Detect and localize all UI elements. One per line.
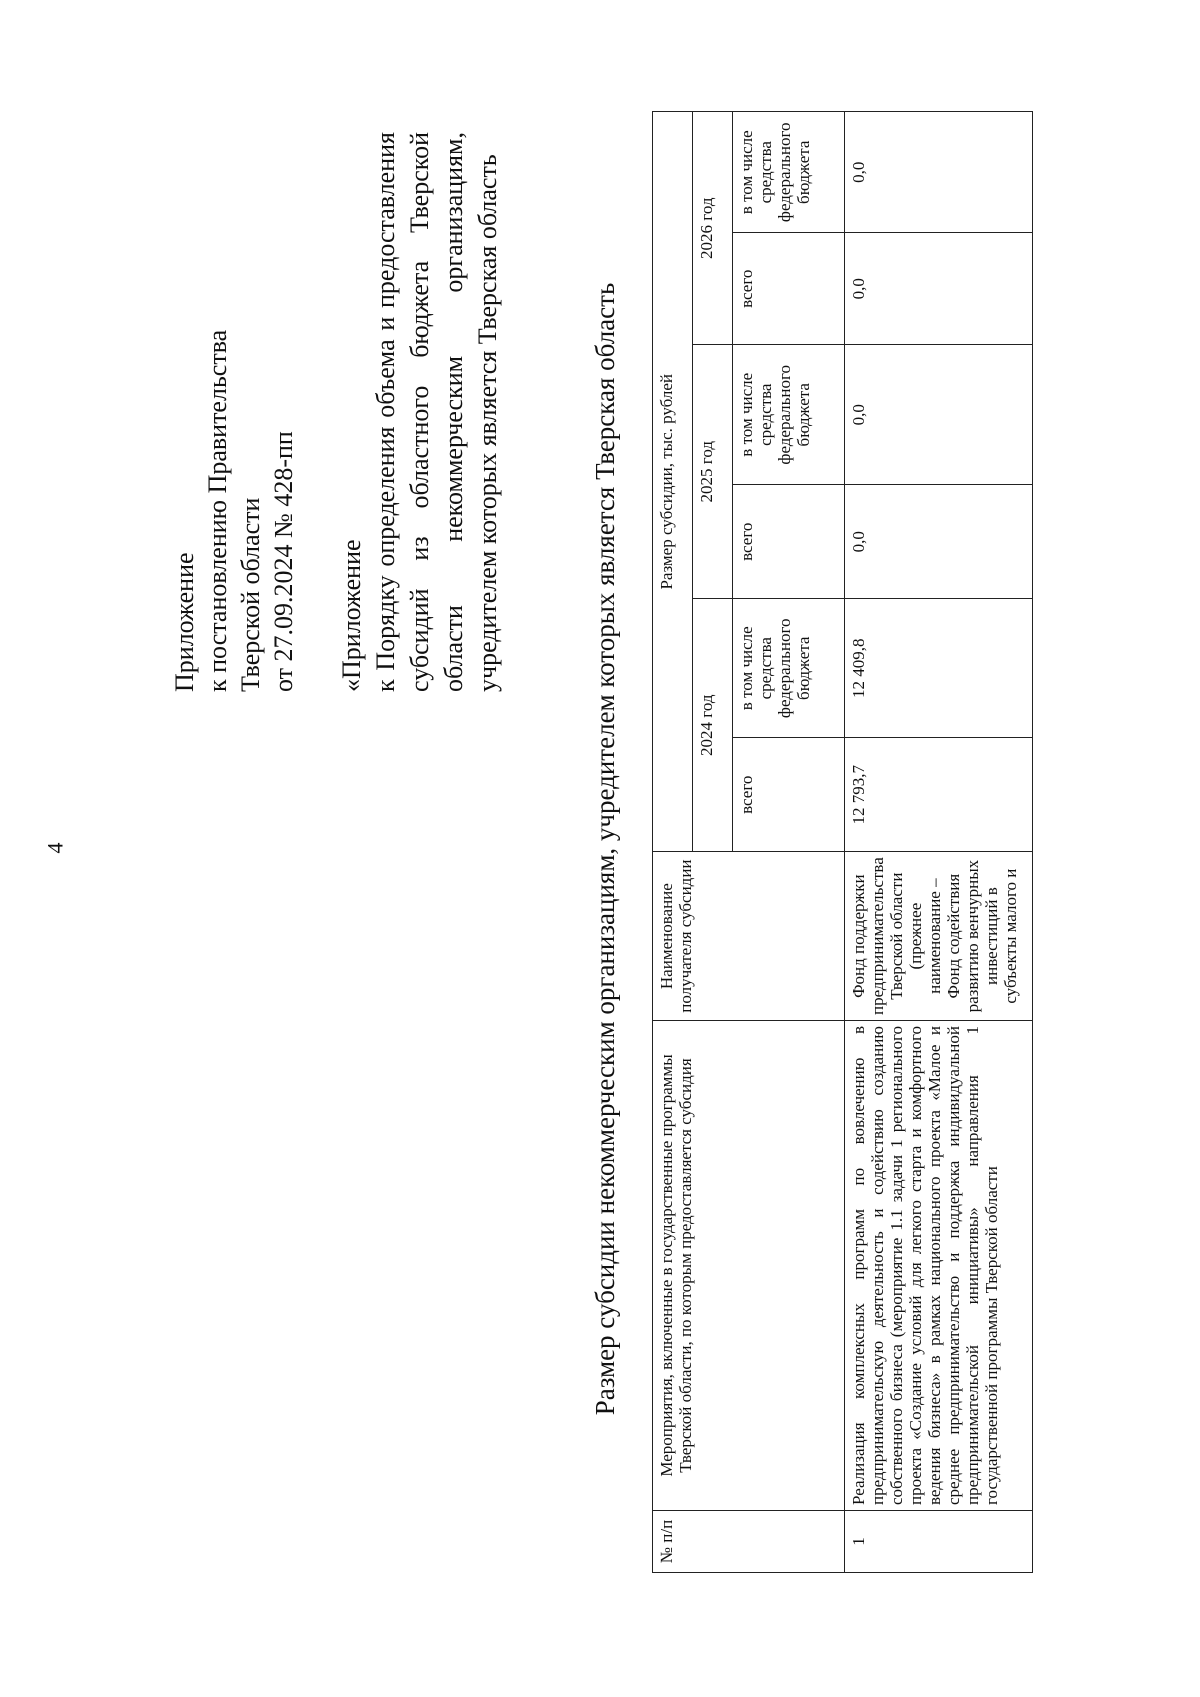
row-num: 1 [845,1511,1033,1573]
header-federal-2026: в том числе средства федерального бюджета [733,112,845,233]
row-2025-federal: 0,0 [845,345,1033,485]
row-2024-total: 12 793,7 [845,738,1033,852]
header-amount: Размер субсидии, тыс. рублей [653,112,693,852]
order-block [335,132,505,692]
header-year-2024: 2024 год [693,599,733,852]
appendix-line-3: Тверской области [236,497,265,692]
header-year-2026: 2026 год [693,112,733,345]
header-federal-2024: в том числе средства федерального бюджета [733,599,845,738]
row-2025-total: 0,0 [845,485,1033,599]
document-heading: Размер субсидии некоммерческим организациям, учредителем которых является Тверская область [590,282,620,1416]
header-event: Мероприятия, включенные в государственные программы Тверской области, по которым предоставляется субсидия [653,1021,845,1511]
appendix-line-2: к постановлению Правительства [203,329,232,692]
header-num: № п/п [653,1511,845,1573]
row-2024-federal: 12 409,8 [845,599,1033,738]
header-total-2024: всего [733,738,845,852]
row-2026-total: 0,0 [845,233,1033,345]
order-title: «Приложение [337,539,366,692]
row-2026-federal: 0,0 [845,112,1033,233]
header-total-2025: всего [733,485,845,599]
header-total-2026: всего [733,233,845,345]
header-federal-2025: в том числе средства федерального бюджета [733,345,845,485]
appendix-line-1: Приложение [170,552,199,692]
appendix-block [168,132,300,692]
subsidy-table [652,111,1033,1573]
appendix-line-4: от 27.09.2024 № 428-пп [269,431,298,692]
row-event: Реализация комплексных программ по вовлечению в предпринимательскую деятельность и содействию созданию собственного бизнеса (мероприятие 1.1 задачи 1 регионального проекта «Создание условий для легкого старта и комфортного ведения бизнеса» в рамках национального проекта «Малое и среднее предпринимательство и поддержка индивидуальной предпринимательской инициативы» направления 1 государственной программы Тверской области [845,1021,1033,1511]
header-recipient: Наименование получателя субсидии [653,852,845,1021]
table-row [845,112,1033,1573]
order-text: к Порядку определения объема и предоставления субсидий из областного бюджета Тверской области некоммерческим организациям, учредителем которых является Тверская область [371,132,502,692]
header-year-2025: 2025 год [693,345,733,599]
row-recipient: Фонд поддержки предпринимательства Тверской области (прежнее наименование – Фонд содействия развитию венчурных инвестиций в субъекты малого и [845,852,1033,1021]
page-number: 4 [42,842,68,854]
